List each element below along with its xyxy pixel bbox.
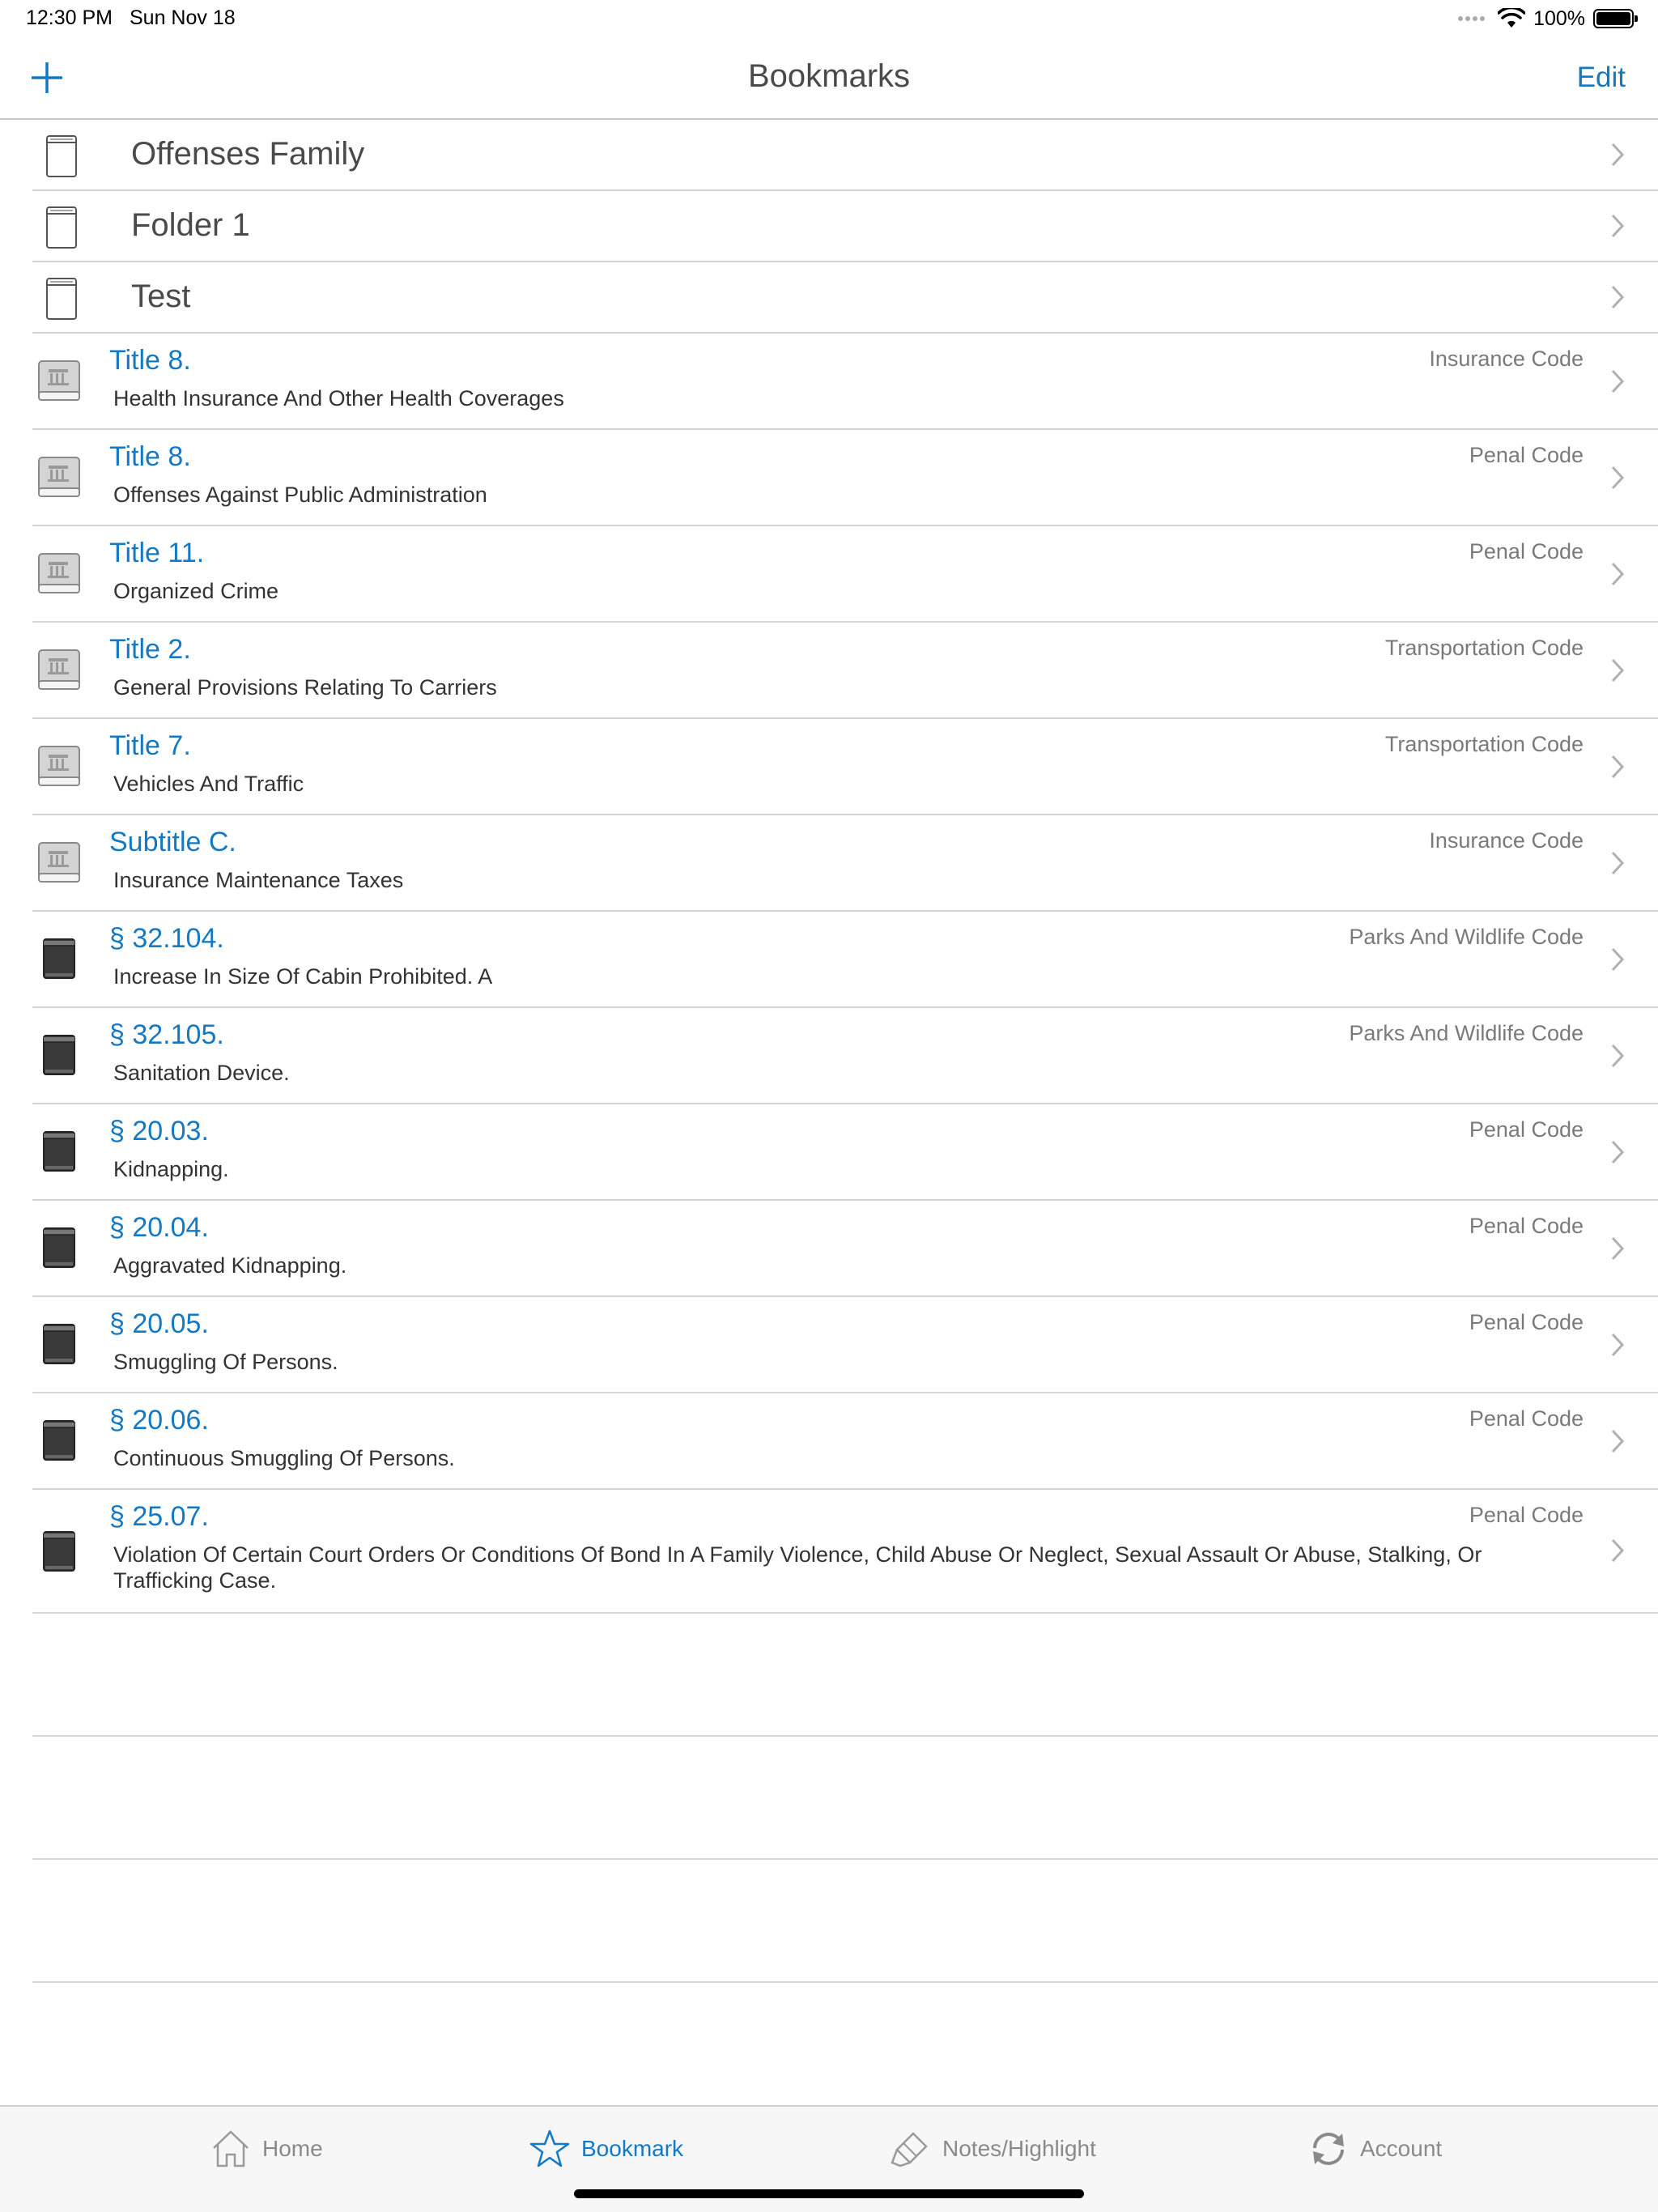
folder-row[interactable] — [32, 120, 1658, 191]
chevron-right-icon — [1609, 1331, 1626, 1359]
bookmark-subtitle: Vehicles And Traffic — [113, 772, 304, 796]
folder-icon — [45, 134, 78, 178]
chevron-right-icon — [1609, 657, 1626, 684]
bookmark-title: Title 8. — [109, 441, 191, 472]
bookmark-code: Penal Code — [1469, 1214, 1584, 1238]
dark-book-icon — [34, 1223, 84, 1274]
bookmark-code: Transportation Code — [1384, 636, 1584, 660]
bookmark-list — [0, 120, 1658, 1983]
tab-account[interactable] — [1307, 2125, 1442, 2173]
edit-button[interactable]: Edit — [1576, 62, 1626, 93]
bookmark-code: Insurance Code — [1429, 828, 1584, 853]
bookmark-code: Penal Code — [1469, 1117, 1584, 1142]
bookmark-row[interactable] — [32, 1393, 1658, 1490]
dark-book-icon — [34, 1416, 84, 1466]
highlighter-icon — [889, 2127, 933, 2171]
dark-book-icon — [34, 1527, 84, 1577]
status-date: Sun Nov 18 — [130, 6, 236, 29]
battery-percent: 100% — [1533, 6, 1585, 30]
bookmark-row[interactable] — [32, 1008, 1658, 1104]
bookmark-row[interactable] — [32, 1297, 1658, 1393]
gray-book-icon — [34, 453, 84, 503]
chevron-right-icon — [1609, 849, 1626, 877]
bookmark-subtitle: Increase In Size Of Cabin Prohibited. A — [113, 964, 493, 989]
bookmark-code: Penal Code — [1469, 1310, 1584, 1334]
page-title: Bookmarks — [747, 58, 911, 94]
tab-bookmark[interactable] — [528, 2125, 683, 2173]
bookmark-code: Insurance Code — [1429, 347, 1584, 371]
folder-name: Folder 1 — [131, 207, 250, 243]
bookmark-title: § 32.105. — [109, 1019, 224, 1050]
folder-icon — [45, 277, 78, 321]
status-bar — [0, 0, 1658, 37]
folder-row[interactable] — [32, 191, 1658, 262]
bookmark-title: § 32.104. — [109, 923, 224, 954]
bookmark-row[interactable] — [32, 334, 1658, 430]
folder-row[interactable] — [32, 262, 1658, 334]
tab-label: Notes/Highlight — [942, 2136, 1096, 2161]
folder-name: Test — [131, 279, 191, 314]
bookmark-row[interactable] — [32, 526, 1658, 623]
bookmark-row[interactable] — [32, 1104, 1658, 1201]
folder-name: Offenses Family — [131, 136, 365, 172]
bookmark-title: § 20.05. — [109, 1308, 209, 1339]
gray-book-icon — [34, 549, 84, 599]
bookmark-code: Parks And Wildlife Code — [1349, 925, 1584, 949]
chevron-right-icon — [1609, 1235, 1626, 1262]
star-icon — [528, 2127, 572, 2171]
bookmark-subtitle: Smuggling Of Persons. — [113, 1350, 338, 1374]
bookmark-title: § 20.04. — [109, 1212, 209, 1243]
bookmark-subtitle: Offenses Against Public Administration — [113, 483, 487, 507]
tab-home[interactable] — [209, 2125, 323, 2173]
home-indicator — [574, 2189, 1084, 2198]
bookmark-subtitle: Insurance Maintenance Taxes — [113, 868, 404, 892]
gray-book-icon — [34, 838, 84, 888]
bookmark-subtitle: Organized Crime — [113, 579, 279, 603]
bookmark-row[interactable] — [32, 815, 1658, 912]
bookmark-title: Title 8. — [109, 345, 191, 376]
gray-book-icon — [34, 356, 84, 406]
bookmark-code: Penal Code — [1469, 1503, 1584, 1527]
home-icon — [209, 2127, 253, 2171]
status-right — [1458, 5, 1634, 32]
empty-row — [32, 1737, 1658, 1860]
chevron-right-icon — [1609, 753, 1626, 781]
gray-book-icon — [34, 645, 84, 696]
dark-book-icon — [34, 934, 84, 985]
wifi-icon — [1498, 8, 1525, 29]
gray-book-icon — [34, 742, 84, 792]
bookmark-title: Subtitle C. — [109, 827, 236, 857]
chevron-right-icon — [1609, 464, 1626, 491]
bookmark-subtitle: Sanitation Device. — [113, 1061, 290, 1085]
tab-label: Home — [262, 2136, 323, 2161]
chevron-right-icon — [1609, 560, 1626, 588]
chevron-right-icon — [1609, 1042, 1626, 1070]
chevron-right-icon — [1609, 368, 1626, 395]
battery-icon — [1593, 9, 1634, 28]
chevron-right-icon — [1609, 141, 1626, 168]
bookmark-title: § 25.07. — [109, 1501, 209, 1532]
bookmark-row[interactable] — [32, 912, 1658, 1008]
dark-book-icon — [34, 1127, 84, 1177]
bookmark-code: Parks And Wildlife Code — [1349, 1021, 1584, 1045]
folder-icon — [45, 206, 78, 249]
status-time: 12:30 PM — [26, 6, 113, 29]
bookmark-code: Penal Code — [1469, 443, 1584, 467]
bookmark-code: Transportation Code — [1384, 732, 1584, 756]
tab-notes-highlight[interactable] — [889, 2125, 1096, 2173]
chevron-right-icon — [1609, 212, 1626, 240]
navigation-bar — [0, 37, 1658, 120]
empty-row — [32, 1860, 1658, 1983]
bookmark-title: Title 7. — [109, 730, 191, 761]
bookmark-row[interactable] — [32, 1201, 1658, 1297]
bookmark-title: § 20.03. — [109, 1116, 209, 1146]
bookmark-subtitle: Health Insurance And Other Health Coverages — [113, 386, 564, 410]
chevron-right-icon — [1609, 1537, 1626, 1564]
chevron-right-icon — [1609, 1138, 1626, 1166]
dark-book-icon — [34, 1031, 84, 1081]
signal-icon — [1458, 16, 1485, 21]
bookmark-code: Penal Code — [1469, 1406, 1584, 1431]
empty-row — [32, 1614, 1658, 1737]
bookmark-row[interactable] — [32, 623, 1658, 719]
bookmark-title: Title 2. — [109, 634, 191, 665]
bookmark-subtitle: Aggravated Kidnapping. — [113, 1253, 347, 1278]
chevron-right-icon — [1609, 283, 1626, 311]
bookmark-subtitle: General Provisions Relating To Carriers — [113, 675, 497, 700]
bookmark-subtitle: Continuous Smuggling Of Persons. — [113, 1446, 455, 1470]
bookmark-code: Penal Code — [1469, 539, 1584, 564]
dark-book-icon — [34, 1320, 84, 1370]
chevron-right-icon — [1609, 1427, 1626, 1455]
bookmark-subtitle: Violation Of Certain Court Orders Or Conditions Of Bond In A Family Violence, Child Abuse Or Neglect, Sexual Assault Or Abuse, Stalking, Or Trafficking Case. — [113, 1542, 1482, 1593]
chevron-right-icon — [1609, 946, 1626, 973]
sync-icon — [1307, 2127, 1350, 2171]
bookmark-title: § 20.06. — [109, 1405, 209, 1436]
tab-label: Bookmark — [581, 2136, 684, 2161]
tab-label: Account — [1360, 2136, 1443, 2161]
bookmark-subtitle: Kidnapping. — [113, 1157, 229, 1181]
bookmark-row[interactable] — [32, 430, 1658, 526]
bookmark-row[interactable] — [32, 719, 1658, 815]
bookmark-row[interactable] — [32, 1490, 1658, 1614]
bookmark-title: Title 11. — [109, 538, 205, 568]
